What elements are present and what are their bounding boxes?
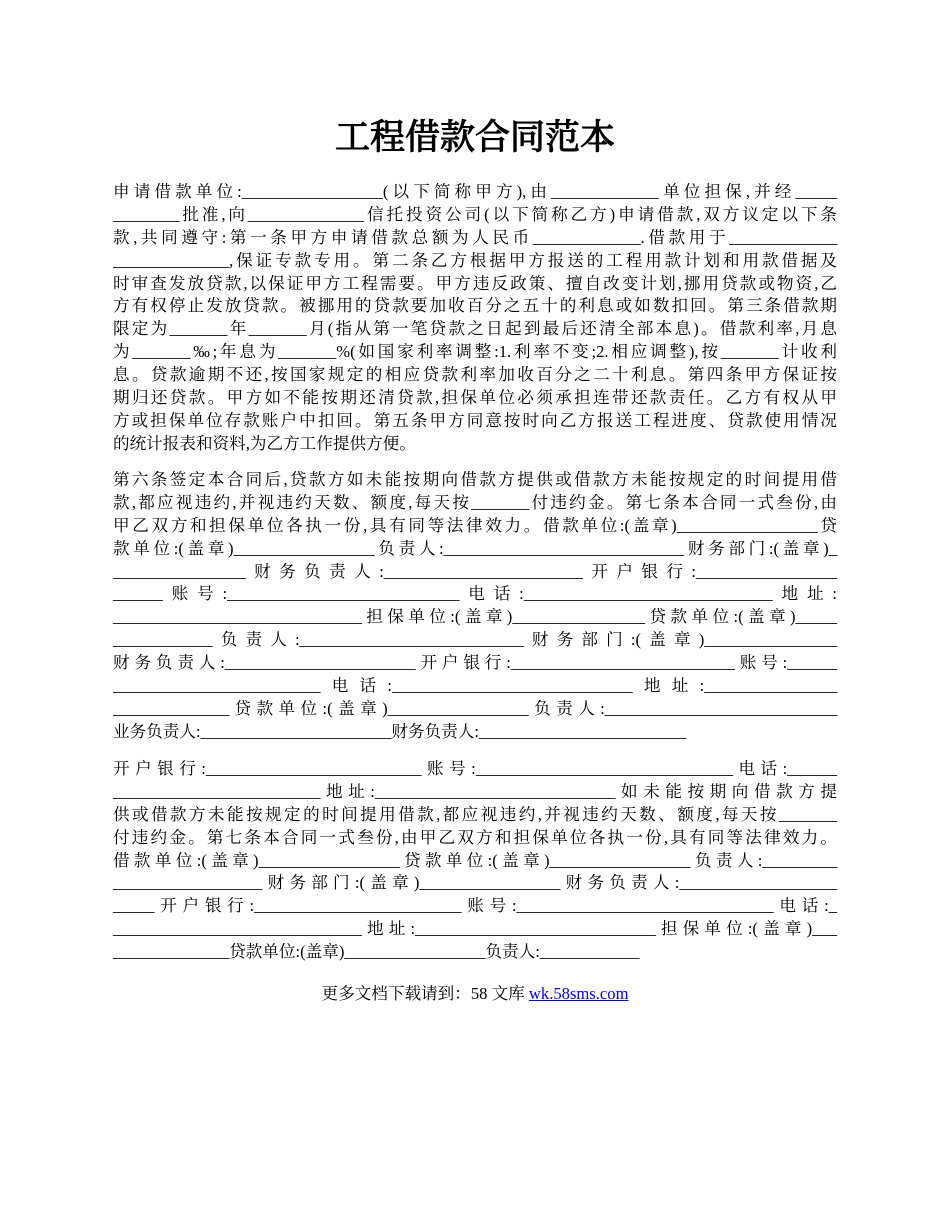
text-line: _________________________电话:_____________________________地址:________________ [113, 676, 837, 696]
text-line: ______________________________担保单位:(盖章)________________贷款单位:(盖章)_____ [113, 607, 837, 627]
text-line: 的统计报表和资料,为乙方工作提供方便。 [113, 433, 416, 453]
text-line: 第六条签定本合同后,贷款方如未能按期向借款方提供或借款方未能按规定的时间提用借 [113, 470, 837, 489]
text-line: 期归还贷款。甲方如不能按期还清贷款,担保单位必须承担连带还款责任。乙方有权从甲 [113, 388, 837, 408]
text-line: ______________________________地址:_____________________________担保单位:(盖章)___ [113, 919, 837, 939]
text-line: 方或担保单位存款账户中扣回。第五条甲方同意按时向乙方报送工程进度、贷款使用情况 [113, 410, 837, 430]
text-line: 财务负责人:_______________________开户银行:___________________________账号:______ [113, 653, 837, 673]
text-line: 申请借款单位:_________________(以下简称甲方),由_____________单位担保,并经_____ [113, 182, 837, 201]
text-line: __________________财务部门:(盖章)_________________财务负责人:___________________ [113, 873, 837, 893]
text-line: 时审查发放贷款,以保证甲方工程需要。甲方违反政策、擅自改变计划,挪用贷款或物资,乙 [113, 273, 837, 293]
text-line: 限定为_______年_______月(指从第一笔贷款之日起到最后还清全部本息)。借款利率,月息 [113, 319, 837, 339]
paragraph-1 [113, 181, 837, 456]
text-line: _________________________地址:_____________________________如未能按期向借款方提 [113, 781, 837, 801]
text-line: 方有权停止发放贷款。被挪用的贷款要加收百分之五十的利息或如数扣回。第三条借款期 [113, 296, 837, 316]
text-line: ________批准,向______________信托投资公司(以下简称乙方)申请借款,双方议定以下条 [113, 204, 837, 224]
text-line: ______________贷款单位:(盖章)_________________负责人:____________ [113, 942, 640, 962]
text-line: 开户银行:__________________________账号:_______________________________电话:______ [113, 759, 837, 778]
paragraph-3 [113, 758, 837, 964]
footer-note [0, 982, 950, 1006]
text-line: ______________,保证专款专用。第二条乙方根据甲方报送的工程用款计划和用款借据及 [113, 250, 837, 270]
text-line: 供或借款方未能按规定的时间提用借款,都应视违约,并视违约天数、额度,每天按_______ [113, 804, 837, 824]
text-line: 借款单位:(盖章)_________________贷款单位:(盖章)_________________负责人:_________ [113, 850, 837, 870]
text-line: 款,共同遵守:第一条甲方申请借款总额为人民币_____________.借款用于_____________ [113, 227, 837, 247]
text-line: ____________负责人:___________________________财务部门:(盖章)________________ [113, 630, 837, 650]
text-line: 款,都应视违约,并视违约天数、额度,每天按_______付违约金。第七条本合同一式叁份,由 [113, 492, 837, 512]
text-line: 款单位:(盖章)_________________负责人:_____________________________财务部门:(盖章)_ [113, 538, 837, 558]
text-line: 息。贷款逾期不还,按国家规定的相应贷款利率加收百分之二十利息。第四条甲方保证按 [113, 365, 837, 385]
text-line: 为_______‰;年息为_______%(如国家利率调整:1.利率不变;2.相应调整),按_______计收利 [113, 342, 837, 362]
paragraph-2 [113, 469, 837, 744]
document-title: 工程借款合同范本 [334, 117, 615, 158]
text-line: 业务负责人:_______________________财务负责人:_________________________ [113, 721, 687, 741]
text-line: ________________财务负责人:________________________开户银行:_________________ [113, 561, 837, 581]
text-line: _____开户银行:_________________________账号:_______________________________电话:_ [113, 896, 837, 916]
text-line: 甲乙双方和担保单位各执一份,具有同等法律效力。借款单位:(盖章)_________________贷 [113, 515, 837, 535]
footer-link[interactable]: wk.58sms.com [528, 984, 629, 1003]
text-line: 付违约金。第七条本合同一式叁份,由甲乙双方和担保单位各执一份,具有同等法律效力。 [113, 827, 837, 847]
text-line: ______账号:____________________________电话:______________________________地址: [113, 584, 837, 604]
footer-text: 更多文档下载请到：58 文库 [321, 984, 529, 1003]
text-line: ______________贷款单位:(盖章)_________________负责人:____________________________ [113, 698, 837, 718]
